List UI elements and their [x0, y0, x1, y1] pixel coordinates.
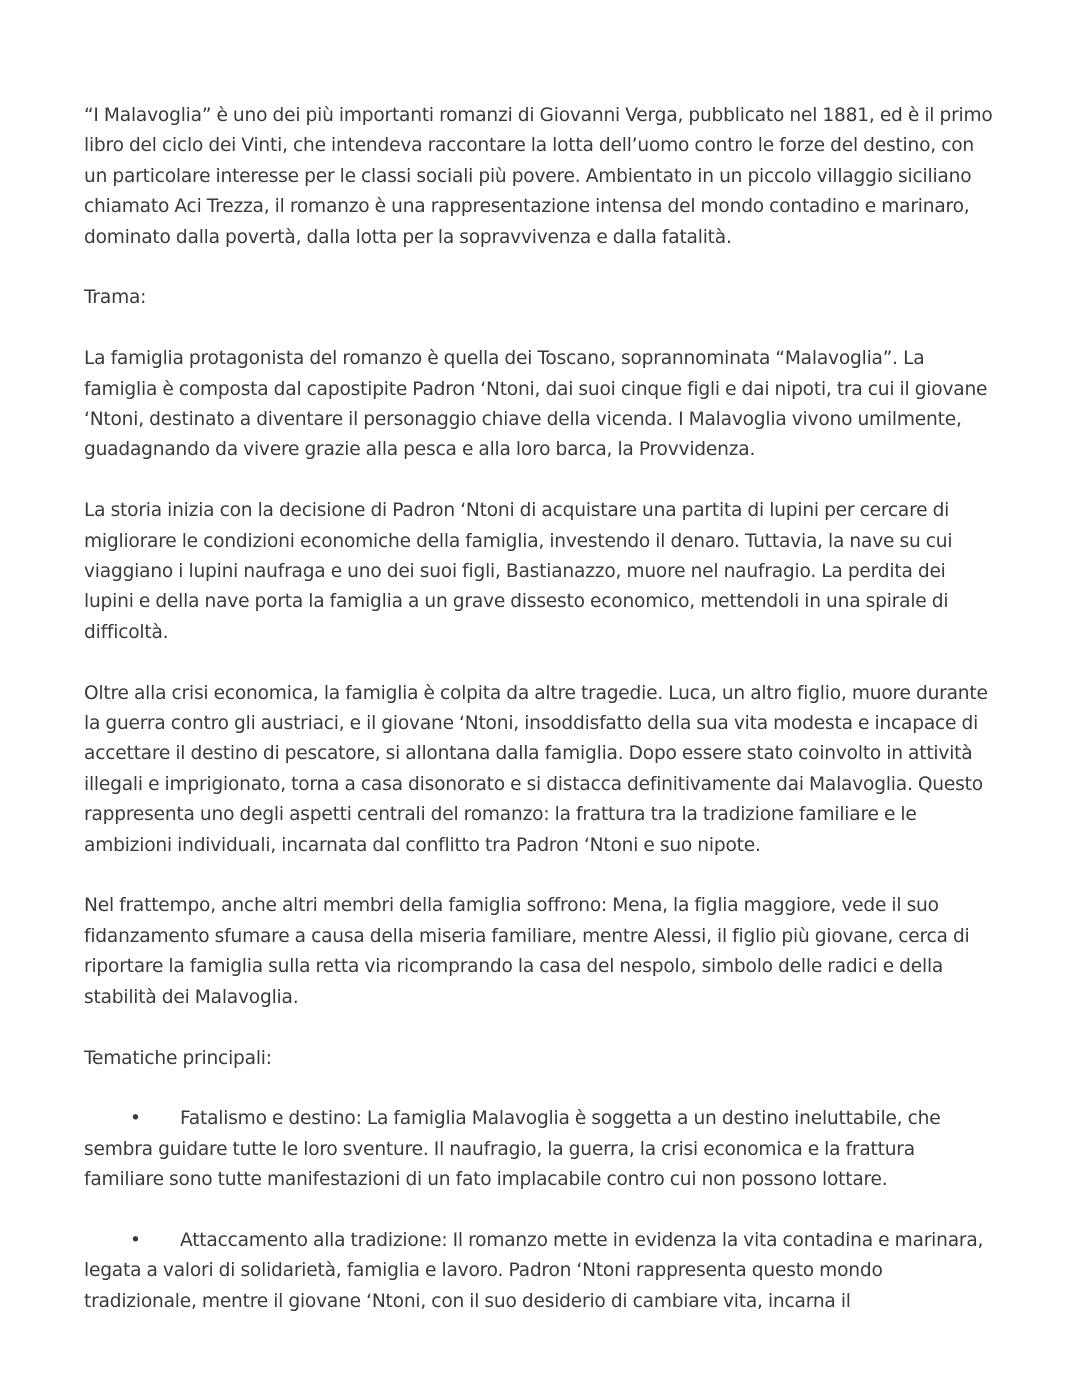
- plot-paragraph-1: La famiglia protagonista del romanzo è quella dei Toscano, soprannominata “Malavoglia”. La famiglia è composta dal capostipite Padron ‘Ntoni, dai suoi cinque figli e dai nipoti, tra cui il giovane ‘Ntoni, destinato a diventare il personaggio chiave della vicenda. I Malavoglia vivono umilmente, guadagnando da vivere grazie alla pesca e alla loro barca, la Provvidenza.: [84, 348, 988, 461]
- themes-list: [84, 1104, 996, 1317]
- plot-paragraph-3: Oltre alla crisi economica, la famiglia è colpita da altre tragedie. Luca, un altro figlio, muore durante la guerra contro gli austriaci, e il giovane ‘Ntoni, insoddisfatto della sua vita modesta e incapace di accettare il destino di pescatore, si allontana dalla famiglia. Dopo essere stato coinvolto in attività illegali e imprigionato, torna a casa disonorato e si distacca definitivamente dai Malavoglia. Questo rappresenta uno degli aspetti centrali del romanzo: la frattura tra la tradizione familiare e le ambizioni individuali, incarnata dal conflitto tra Padron ‘Ntoni e suo nipote.: [84, 682, 988, 856]
- list-item: [84, 1226, 996, 1317]
- list-item: [84, 1104, 996, 1195]
- plot-paragraph-4: Nel frattempo, anche altri membri della famiglia soffrono: Mena, la figlia maggiore, vede il suo fidanzamento sfumare a causa della miseria familiare, mentre Alessi, il figlio più giovane, cerca di riportare la famiglia sulla retta via ricomprando la casa del nespolo, simbolo delle radici e della stabilità dei Malavoglia.: [84, 895, 970, 1008]
- plot-paragraph-2: La storia inizia con la decisione di Padron ‘Ntoni di acquistare una partita di lupini per cercare di migliorare le condizioni economiche della famiglia, investendo il denaro. Tuttavia, la nave su cui viaggiano i lupini naufraga e uno dei suoi figli, Bastianazzo, muore nel naufragio. La perdita dei lupini e della nave porta la famiglia a un grave dissesto economico, mettendoli in una spirale di difficoltà.: [84, 500, 953, 643]
- plot-heading: Trama:: [84, 287, 147, 309]
- bullet-icon: •: [130, 1108, 141, 1130]
- intro-paragraph: “I Malavoglia” è uno dei più importanti romanzi di Giovanni Verga, pubblicato nel 1881, ed è il primo libro del ciclo dei Vinti, che intendeva raccontare la lotta dell’uomo contro le forze del destino, con un particolare interesse per le classi sociali più povere. Ambientato in un piccolo villaggio siciliano chiamato Aci Trezza, il romanzo è una rappresentazione intensa del mondo contadino e marinaro, dominato dalla povertà, dalla lotta per la sopravvivenza e dalla fatalità.: [84, 105, 993, 248]
- themes-heading: Tematiche principali:: [84, 1047, 272, 1069]
- bullet-icon: •: [130, 1229, 141, 1251]
- theme-text: Fatalismo e destino: La famiglia Malavoglia è soggetta a un destino ineluttabile, che sembra guidare tutte le loro sventure. Il naufragio, la guerra, la crisi economica e la frattura familiare sono tutte manifestazioni di un fato implacabile contro cui non possono lottare.: [84, 1108, 941, 1191]
- theme-text: Attaccamento alla tradizione: Il romanzo mette in evidenza la vita contadina e marinara, legata a valori di solidarietà, famiglia e lavoro. Padron ‘Ntoni rappresenta questo mondo tradizionale, mentre il giovane ‘Ntoni, con il suo desiderio di cambiare vita, incarna il: [84, 1229, 984, 1312]
- document-page: [84, 101, 996, 1348]
